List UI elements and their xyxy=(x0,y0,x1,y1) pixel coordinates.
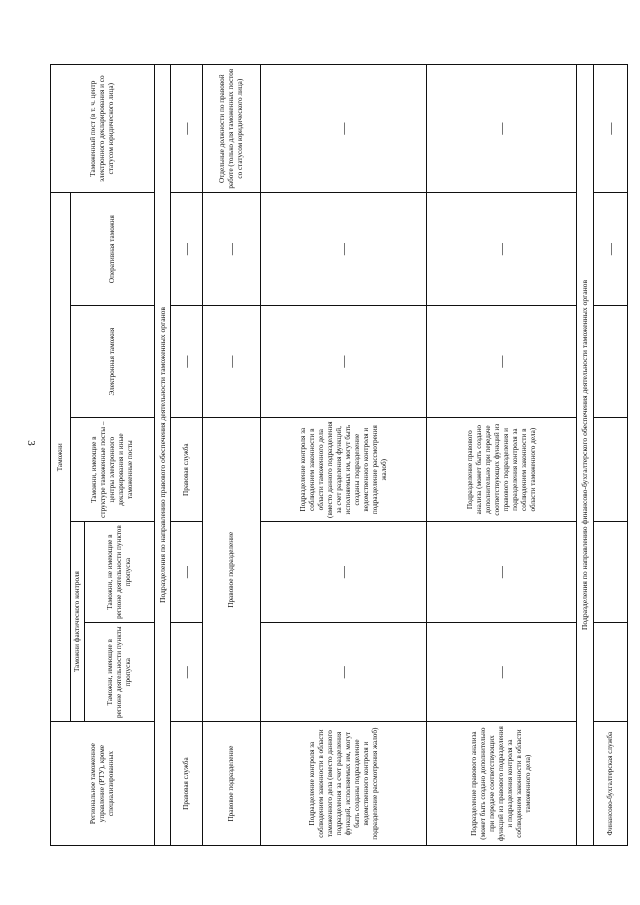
page-number: 3 xyxy=(24,440,37,446)
header-electronic: Электронная таможня xyxy=(71,305,155,418)
header-edc-customs: Таможни, имеющие в структуре таможенные посты – центры электронного декларирования и иные таможенные посты xyxy=(71,418,155,522)
header-without-checkpoints: Таможни, не имеющие в регионе деятельности пунктов пропуска xyxy=(85,521,155,622)
dash-cell: — xyxy=(261,193,427,306)
legal-service-post: — xyxy=(171,65,203,193)
empty-cell xyxy=(593,623,627,722)
header-operational: Оперативная таможня xyxy=(71,193,155,306)
control-unit-rtu: Подразделение контроля за соблюдением законности в области таможенного дела (вместо данного подразделения за счет разделения функций, исполняемых им, могут быть созданы подразделение ведомственного контроля и подразделение рассмотрения жалоб) xyxy=(261,722,427,846)
dash-cell: — xyxy=(427,521,577,622)
header-with-checkpoints: Таможни, имеющие в регионе деятельности пункты пропуска xyxy=(85,623,155,722)
empty-cell xyxy=(593,418,627,522)
header-rtu: Региональное таможенное управление (РТУ), кроме специализированных xyxy=(51,722,155,846)
dash-cell: — xyxy=(261,305,427,418)
empty-cell xyxy=(593,521,627,622)
dash-cell: — xyxy=(203,193,261,306)
dash-cell: — xyxy=(171,623,203,722)
legal-service-edc: Правовая служба xyxy=(171,418,203,522)
legal-unit-merged: Правовое подразделение xyxy=(203,418,261,722)
control-unit-edc: Подразделение контроля за соблюдением законности в области таможенного дела (вместо данного подразделения за счет разделения функций, исполняемых им, могут быть созданы подразделение ведомственного контроля и подразделение рассмотрения жалоб) xyxy=(261,418,427,522)
header-post: Таможенный пост (в т. ч. центр электронного декларирования и со статусом юридического лица) xyxy=(51,65,155,193)
legal-service-rtu: Правовая служба xyxy=(171,722,203,846)
header-actual-control: Таможни фактического контроля xyxy=(71,521,85,721)
section-legal: Подразделения по направлению правового обеспечения деятельности таможенных органов xyxy=(155,65,171,846)
analysis-unit-edc: Подразделение правового анализа (может быть создано дополнительно при передаче соответствующих функций из правового подразделения и подразделения контроля за соблюдением законности в области таможенного дела) xyxy=(427,418,577,522)
dash-cell: — xyxy=(261,65,427,193)
dash-cell: — xyxy=(593,193,627,306)
structure-table xyxy=(50,64,628,846)
section-finance: Подразделения по направлению финансово-бухгалтерского обеспечения деятельности таможенных органов xyxy=(577,65,593,846)
dash-cell: — xyxy=(171,521,203,622)
dash-cell: — xyxy=(427,305,577,418)
rotated-table-wrapper xyxy=(50,64,617,846)
legal-unit-rtu: Правовое подразделение xyxy=(203,722,261,846)
dash-cell: — xyxy=(261,521,427,622)
dash-cell: — xyxy=(171,193,203,306)
dash-cell: — xyxy=(427,65,577,193)
dash-cell: — xyxy=(203,305,261,418)
analysis-unit-rtu: Подразделение правового анализа (может быть создано дополнительно при передаче соответствующих функций из правового подразделения и подразделения контроля за соблюдением законности в области таможенного дела) xyxy=(427,722,577,846)
dash-cell: — xyxy=(171,305,203,418)
dash-cell: — xyxy=(427,623,577,722)
header-customs: Таможни xyxy=(51,193,71,722)
empty-cell xyxy=(593,305,627,418)
dash-cell: — xyxy=(261,623,427,722)
dash-cell: — xyxy=(593,65,627,193)
finance-service-rtu: Финансово-бухгалтерская служба xyxy=(593,722,627,846)
dash-cell: — xyxy=(427,193,577,306)
legal-unit-post: Отдельные должности по правовой работе (только для таможенных постов со статусом юридического лица) xyxy=(203,65,261,193)
